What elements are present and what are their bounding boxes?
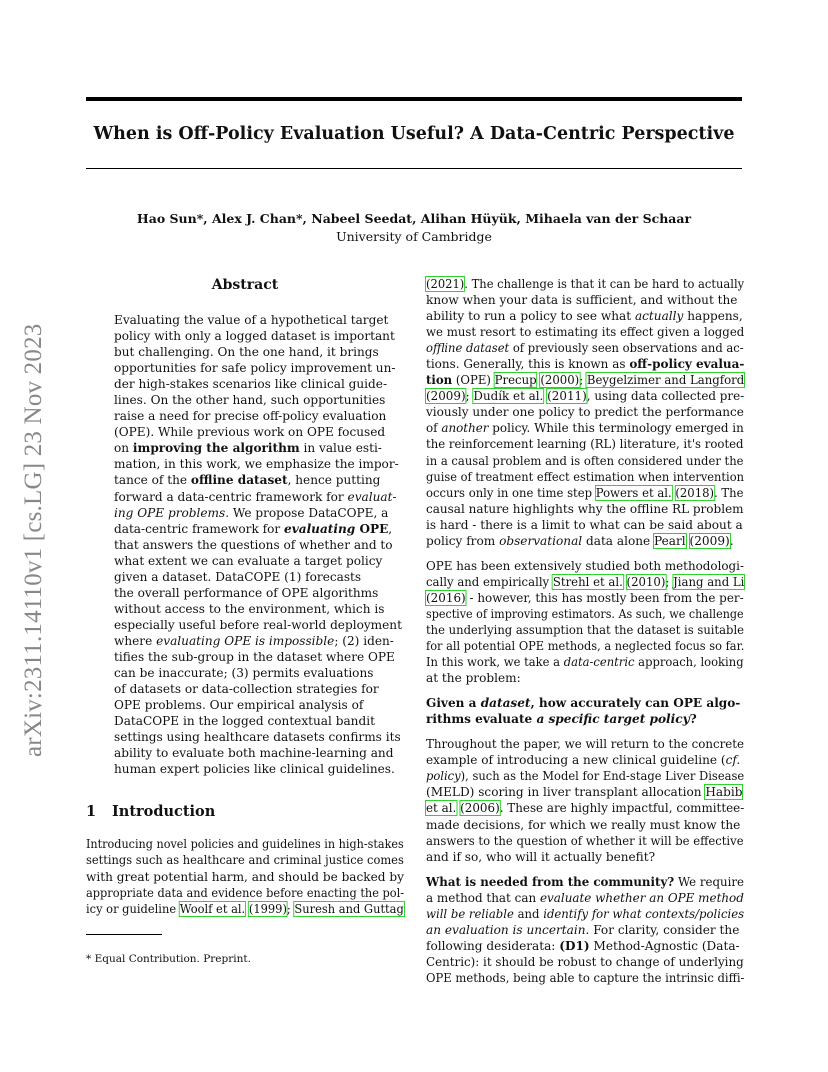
text-run: causal nature highlights why the offline RL problem [426, 501, 744, 516]
text-run: but challenging. On the one hand, it brings [114, 345, 379, 360]
citation-link[interactable]: (2000) [540, 373, 580, 388]
text-run: we must resort to estimating its effect given a logged [426, 325, 745, 340]
text-run: happens, [683, 309, 743, 324]
text-run: tance of the [114, 473, 191, 488]
text-line [114, 424, 386, 440]
abstract-body [86, 312, 404, 777]
text-run: data-centric framework for [114, 521, 285, 536]
text-run: the overall performance of OPE algorithms [114, 585, 379, 600]
text-line [426, 736, 745, 752]
text-line [86, 901, 404, 917]
text-run: ability to evaluate both machine-learning and [114, 746, 394, 761]
text-line [426, 276, 745, 292]
paragraph-clinical-example [426, 736, 744, 864]
citation-link[interactable]: Jiang and Li [673, 574, 745, 589]
text-line [114, 521, 393, 537]
text-line [114, 360, 396, 376]
text-run: observational [499, 533, 583, 548]
text-run: rithms evaluate [426, 712, 537, 727]
text-run: without access to the environment, which is [114, 601, 385, 616]
author-list: Hao Sun*, Alex J. Chan*, Nabeel Seedat, Alihan Hüyük, Mihaela van der Schaar [136, 211, 692, 226]
text-line [426, 420, 744, 436]
text-run: ; [579, 373, 587, 388]
text-run: and if so, who will it actually benefit? [426, 849, 656, 864]
text-run: . For clarity, consider the [585, 922, 740, 937]
text-run: cf. [725, 753, 741, 768]
text-run: ; [286, 901, 295, 916]
text-line [114, 537, 393, 553]
text-run: of datasets or data-collection strategies for [114, 682, 379, 697]
text-run: mation, in this work, we emphasize the impor- [114, 457, 399, 472]
text-run [623, 575, 627, 589]
text-line [86, 852, 404, 868]
text-run: policy [426, 769, 461, 784]
text-line [426, 874, 745, 890]
text-run: actually [634, 309, 684, 324]
text-line [426, 784, 744, 800]
text-run: evaluating [284, 521, 356, 536]
text-line [426, 590, 744, 606]
text-run: data-centric [563, 655, 635, 670]
text-line [114, 553, 383, 569]
text-run: evaluat- [347, 489, 397, 504]
paragraph-community-needs [426, 874, 744, 986]
text-run: ; (2) iden- [334, 633, 394, 648]
text-run: . The challenge is that it can be hard to actually [464, 277, 745, 291]
title-top-rule [86, 97, 742, 101]
text-run: forward a data-centric framework for [114, 489, 348, 504]
citation-link[interactable]: Powers et al. [595, 485, 672, 500]
text-line [426, 695, 744, 711]
text-line [114, 601, 385, 617]
text-line [114, 328, 395, 344]
arxiv-identifier: arXiv:2311.14110v1 [cs.LG] 23 Nov 2023 [20, 323, 47, 757]
text-run: example of introducing a new clinical guideline ( [426, 753, 726, 768]
text-run: policy with only a logged dataset is important [114, 329, 395, 344]
text-line [114, 440, 382, 456]
citation-link[interactable]: Strehl et al. [552, 574, 623, 589]
text-line [114, 376, 388, 392]
text-run: know when your data is sufficient, and without the [426, 293, 738, 308]
text-run: with great potential harm, and should be backed by [86, 869, 404, 884]
affiliation: University of Cambridge [336, 229, 492, 244]
text-run: Centric): it should be robust to change of underlying [426, 954, 744, 969]
text-run: offline dataset [426, 341, 510, 356]
text-run: Method-Agnostic (Data- [589, 938, 740, 953]
text-run: occurs only in one time step [426, 485, 596, 500]
right-column [426, 276, 744, 986]
text-run: lines. On the other hand, such opportunities [114, 393, 386, 408]
text-line [426, 906, 745, 922]
text-line [426, 849, 744, 865]
text-run: ; [465, 389, 474, 404]
abstract-heading: Abstract [211, 277, 279, 293]
text-line [426, 817, 744, 833]
text-line [426, 954, 744, 970]
text-run: ing OPE problems [114, 505, 226, 520]
citation-link[interactable]: (2009) [426, 389, 466, 404]
text-run: We require [674, 874, 745, 889]
text-line [114, 312, 389, 328]
text-line [426, 654, 744, 670]
text-run: . [729, 533, 734, 548]
text-run: of previously seen observations and ac- [509, 341, 744, 356]
text-run: policy. While this terminology emerged in [488, 421, 744, 436]
text-run: Evaluating the value of a hypothetical target [114, 313, 389, 327]
text-run: where [114, 633, 157, 648]
text-run: opportunities for safe policy improvement un- [114, 361, 396, 376]
text-run: improving the algorithm [132, 441, 300, 456]
text-line [114, 456, 399, 472]
text-run: spective of improving estimators. As such, we challenge [426, 606, 744, 621]
text-run: human expert policies like clinical guidelines. [114, 762, 395, 777]
text-line [114, 392, 386, 408]
section-number: 1 [86, 803, 97, 821]
text-run: , how accurately can OPE algo- [530, 696, 741, 711]
text-run: evaluate whether an OPE method [539, 890, 744, 905]
citation-link[interactable]: Woolf et al. [179, 901, 246, 916]
text-line [114, 745, 394, 761]
text-run: is hard - there is a limit to what can be said about a [426, 517, 743, 532]
text-run: Throughout the paper, we will return to the concrete [426, 737, 745, 752]
text-run: evaluating OPE is impossible [156, 633, 335, 648]
text-line [114, 697, 376, 713]
research-question [426, 695, 744, 727]
citation-link[interactable]: (2018) [675, 485, 715, 500]
text-line [426, 517, 744, 533]
text-line [114, 633, 394, 649]
citation-link[interactable]: (2006) [460, 801, 500, 816]
paragraph-ope-background [426, 276, 744, 549]
footnote-rule [86, 934, 162, 935]
text-line [426, 833, 744, 849]
text-run: will be reliable [426, 906, 514, 921]
text-line [426, 324, 745, 340]
text-run: Introducing novel policies and guidelines in high-stakes [86, 837, 404, 852]
text-run: at the problem: [426, 671, 521, 686]
text-line [426, 501, 742, 517]
text-run: . We propose DataCOPE, a [225, 505, 389, 520]
text-run: of [426, 421, 442, 436]
citation-link[interactable]: Suresh and Guttag [294, 901, 404, 916]
text-line [426, 938, 744, 954]
text-line [426, 752, 744, 768]
text-run: another [441, 421, 489, 436]
text-run: especially useful before real-world deployment [114, 617, 402, 632]
text-run: following desiderata: [426, 938, 560, 953]
text-run [686, 534, 690, 548]
text-line [426, 558, 744, 574]
text-run: tions. Generally, this is known as [426, 357, 630, 372]
text-line [426, 308, 744, 324]
text-run: Given a [426, 696, 481, 711]
text-run: offline dataset [190, 473, 288, 488]
citation-link[interactable]: (2011) [547, 389, 587, 404]
text-line [114, 713, 376, 729]
text-line [114, 585, 379, 601]
citation-link[interactable]: (1999) [248, 901, 287, 916]
paper-title: When is Off-Policy Evaluation Useful? A Data-Centric Perspective [93, 124, 735, 144]
text-line [114, 344, 379, 360]
citation-link[interactable]: et al. [426, 801, 457, 816]
text-run: cally and empirically [426, 574, 553, 589]
text-line [86, 885, 405, 901]
text-line [114, 761, 395, 777]
text-run: made decisions, for which we really must know the [426, 817, 741, 832]
text-line [114, 617, 402, 633]
text-run: (MELD) scoring in liver transplant allocation [426, 785, 706, 800]
citation-link[interactable]: (2021) [426, 277, 465, 291]
text-run: tifies the sub-group in the dataset where OPE [114, 649, 395, 664]
text-line [426, 800, 745, 816]
text-line [426, 436, 744, 452]
section-heading-introduction [86, 804, 404, 820]
text-run: tion [426, 373, 453, 388]
text-line [426, 469, 744, 485]
text-run: dataset [480, 696, 531, 711]
text-line [426, 622, 745, 638]
citation-link[interactable]: (2010) [626, 574, 666, 589]
text-line [426, 638, 745, 654]
text-run: (OPE). While previous work on OPE focused [114, 425, 386, 440]
text-run: settings such as healthcare and criminal justice comes [86, 853, 404, 868]
text-run: in a causal problem and is often considered under the [426, 453, 744, 468]
text-run: raise a need for precise off-policy evaluation [114, 409, 387, 424]
text-run: and [513, 906, 544, 921]
citation-link[interactable]: (2016) [426, 590, 466, 605]
text-run: icy or guideline [86, 901, 180, 916]
text-line [114, 681, 379, 697]
text-line [426, 890, 744, 906]
text-run: In this work, we take a [426, 655, 564, 670]
text-run: what extent we can evaluate a target policy [114, 553, 383, 568]
text-run: settings using healthcare datasets confirms its [114, 730, 401, 745]
text-line [426, 606, 744, 622]
text-line [426, 453, 744, 469]
text-run: What is needed from the community? [426, 874, 675, 889]
text-line [114, 665, 376, 681]
text-run: the underlying assumption that the dataset is suitable [426, 622, 745, 637]
text-run: given a dataset. DataCOPE (1) forecasts [114, 569, 362, 584]
text-run: a specific target policy [536, 712, 690, 727]
text-run: off-policy evalua- [629, 357, 745, 372]
text-run: ? [689, 712, 697, 727]
citation-link[interactable]: Habib [705, 785, 743, 800]
text-line [426, 372, 745, 388]
text-line [114, 729, 401, 745]
text-line [426, 533, 744, 549]
text-run: on [114, 441, 133, 456]
text-line [114, 649, 395, 665]
text-run: the reinforcement learning (RL) literature, it's rooted [426, 437, 744, 452]
text-run: answers to the question of whether it will be effective [426, 833, 744, 848]
text-run: policy from [426, 533, 500, 548]
text-line [426, 340, 744, 356]
text-run: . The [714, 485, 744, 500]
title-bottom-rule [86, 168, 742, 169]
text-run: (D1) [559, 938, 590, 953]
text-run: , hence putting [287, 473, 381, 488]
text-run: appropriate data and evidence before enacting the pol- [86, 885, 405, 900]
left-column [86, 276, 404, 917]
text-line [426, 711, 744, 727]
text-line [114, 489, 397, 505]
text-run: OPE [355, 521, 389, 536]
text-line [426, 768, 745, 784]
citation-link[interactable]: Pearl [654, 533, 686, 548]
text-run: can be inaccurate; (3) permits evaluations [114, 666, 374, 681]
citation-link[interactable]: Precup [494, 373, 537, 388]
text-line [426, 670, 744, 686]
text-run: der high-stakes scenarios like clinical guide- [114, 377, 388, 392]
text-run: ability to run a policy to see what [426, 309, 635, 324]
text-run: in value esti- [299, 441, 382, 456]
citation-link[interactable]: Beygelzimer and Langford [586, 373, 745, 388]
text-line [426, 388, 745, 404]
text-line [426, 574, 745, 590]
text-run: viously under one policy to predict the performance [426, 405, 744, 420]
text-run: OPE has been extensively studied both methodologi- [426, 558, 744, 573]
text-line [426, 404, 743, 420]
text-run: OPE methods, being able to capture the intrinsic diffi- [426, 970, 745, 985]
text-line [114, 505, 389, 521]
text-run: ; [665, 574, 674, 589]
text-run: approach, looking [634, 655, 744, 670]
text-line [114, 472, 381, 488]
text-run: (OPE) [452, 373, 495, 388]
text-run: data alone [582, 533, 655, 548]
text-line [426, 292, 744, 308]
section-title: Introduction [112, 803, 216, 821]
text-run: - however, this has mostly been from the per- [465, 590, 744, 605]
text-line [426, 356, 745, 372]
text-run: that answers the questions of whether and to [114, 537, 393, 552]
paragraph-ope-studied [426, 558, 744, 686]
introduction-paragraph [86, 836, 404, 916]
text-line [86, 869, 404, 885]
text-run: an evaluation is uncertain [426, 922, 586, 937]
text-line [426, 970, 745, 986]
text-run: identify for what contexts/policies [543, 906, 745, 921]
text-line [426, 485, 744, 501]
text-run: a method that can [426, 890, 540, 905]
text-line [86, 836, 404, 852]
text-line [114, 569, 376, 585]
text-run: , using data collected pre- [586, 389, 745, 404]
text-run: OPE problems. Our empirical analysis of [114, 698, 364, 713]
text-run: , [388, 521, 393, 536]
text-run: DataCOPE in the logged contextual bandit [114, 714, 375, 729]
text-run: guise of treatment effect estimation when intervention [426, 469, 744, 484]
text-run: ), such as the Model for End-stage Liver Disease [460, 769, 745, 784]
citation-link[interactable]: Dudík et al. [473, 389, 544, 404]
text-line [114, 408, 387, 424]
text-run: . These are highly impactful, committee- [499, 801, 745, 816]
footnote: * Equal Contribution. Preprint. [86, 953, 251, 965]
citation-link[interactable]: (2009) [689, 533, 730, 548]
text-line [426, 922, 744, 938]
text-run: for all potential OPE methods, a neglected focus so far. [426, 639, 745, 654]
